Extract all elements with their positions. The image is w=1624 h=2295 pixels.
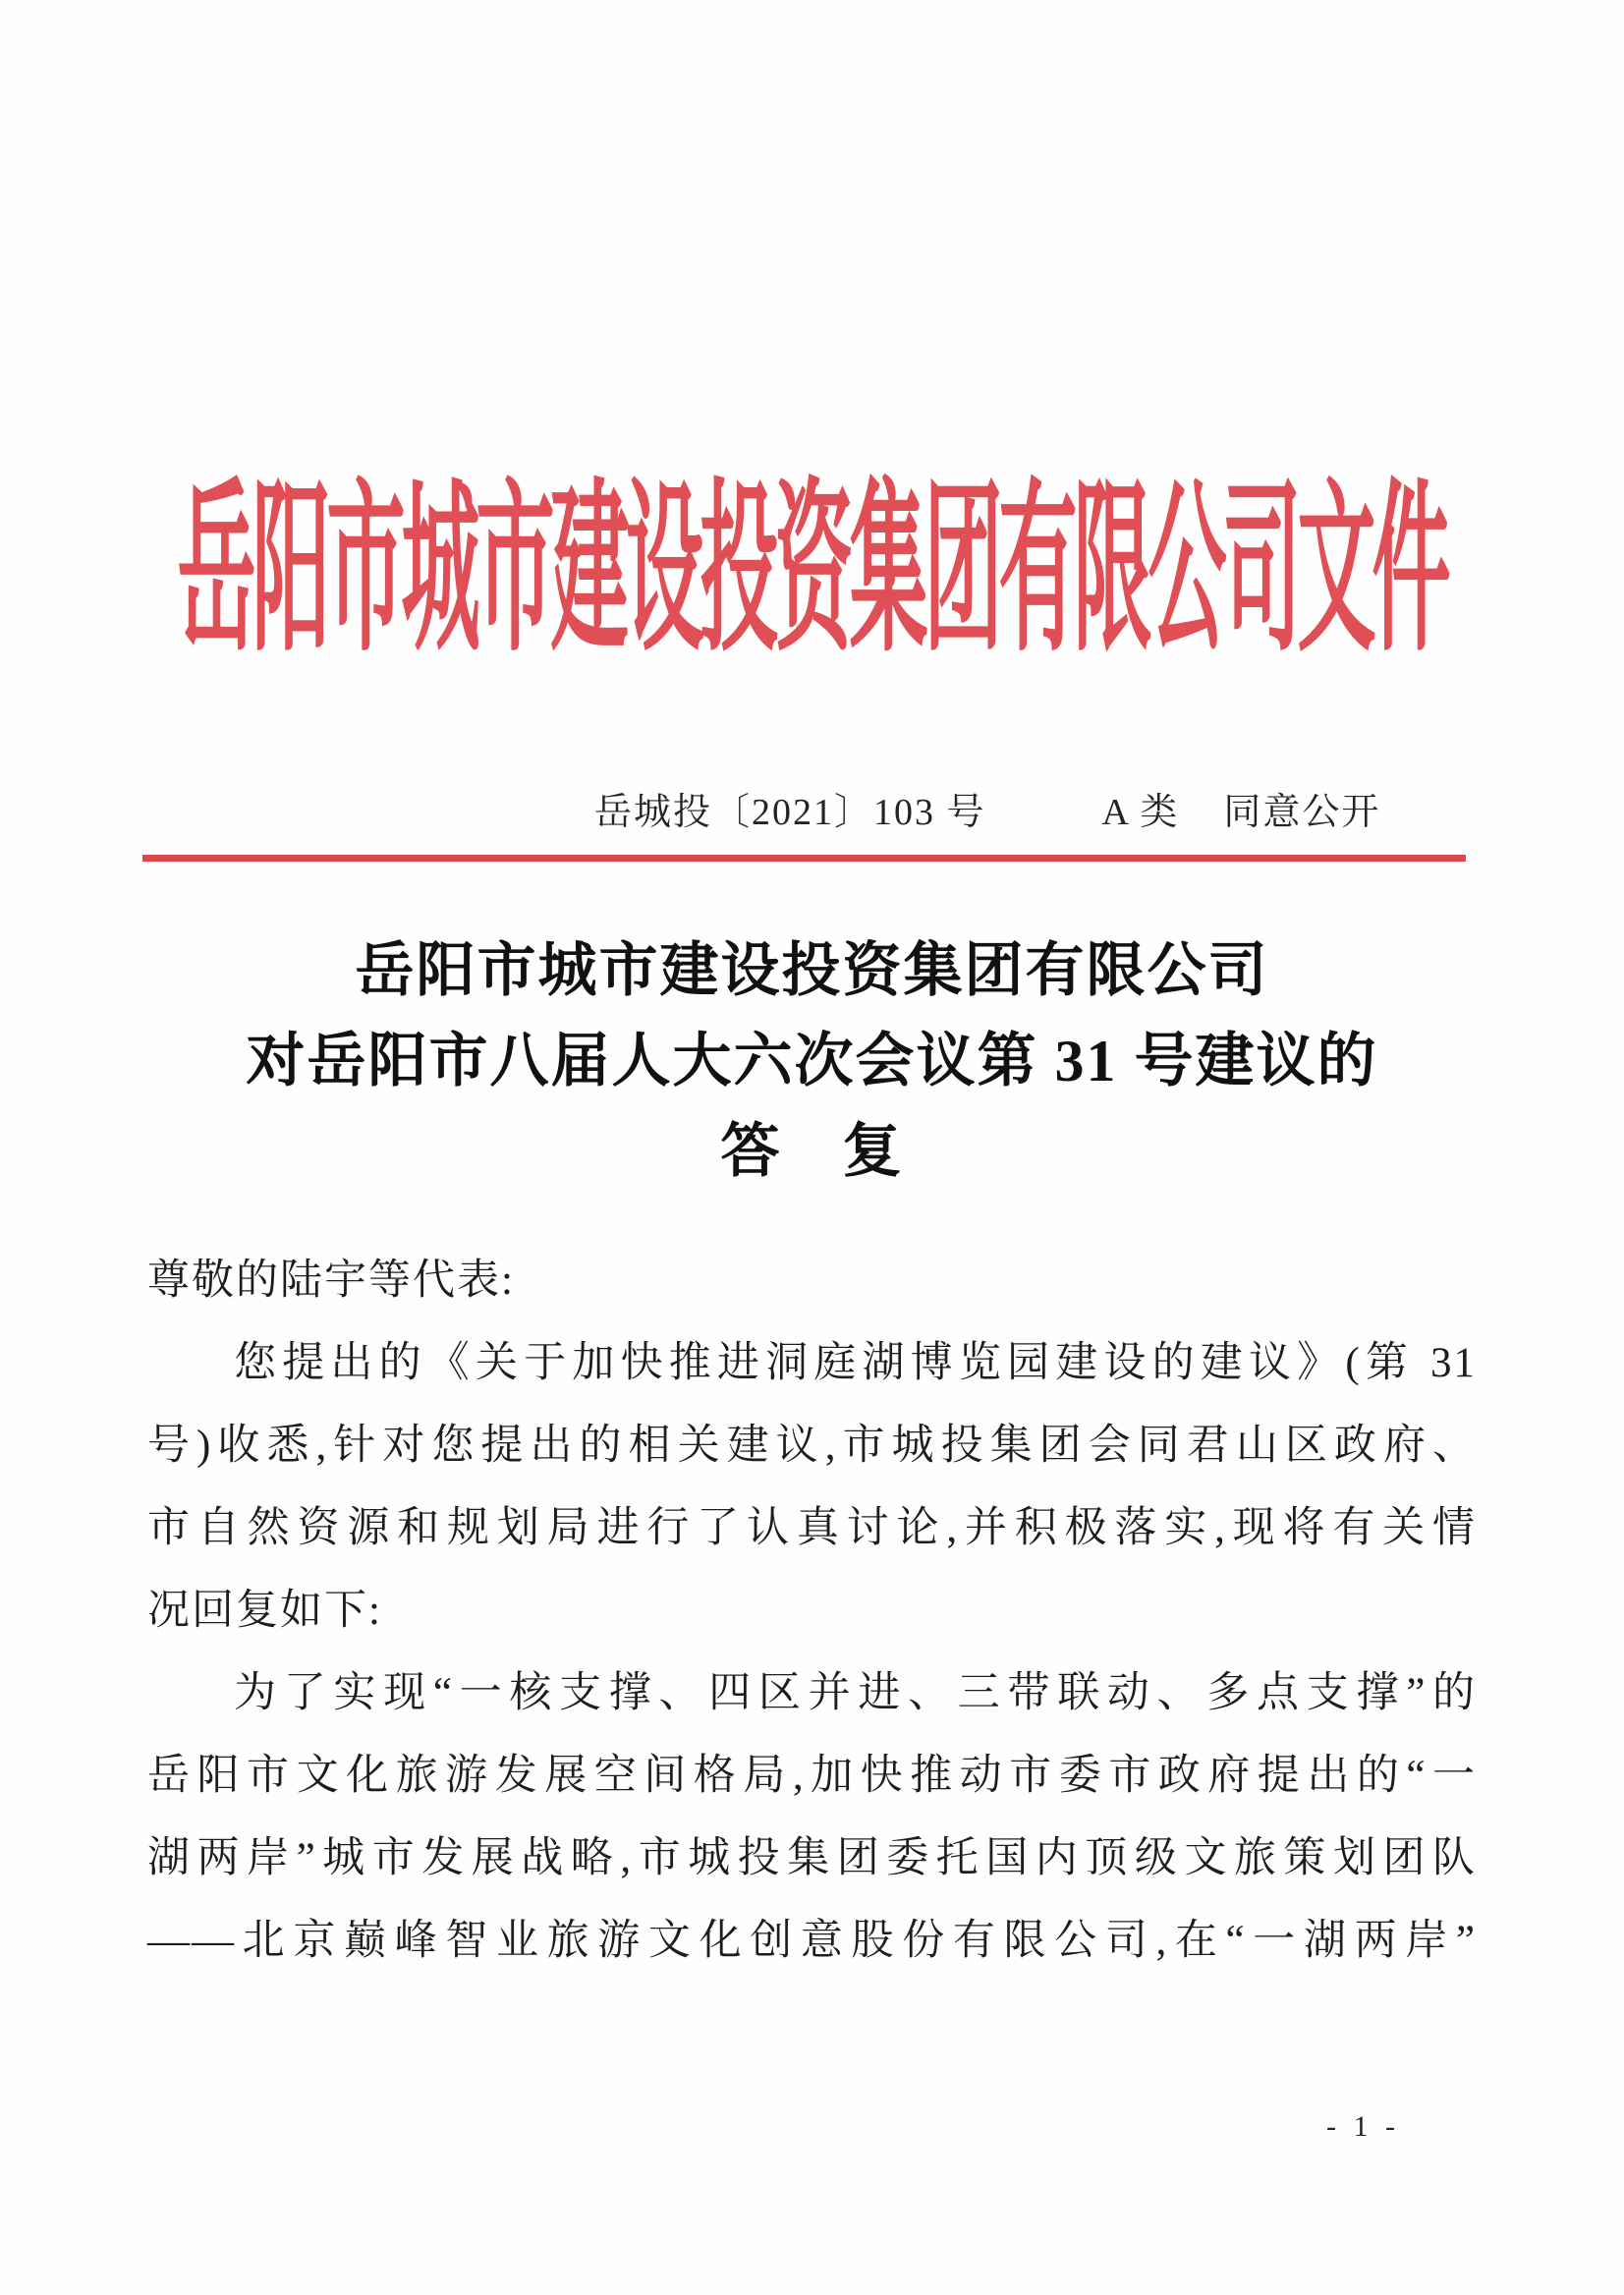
body-text-line: 况回复如下:	[147, 1588, 382, 1634]
document-title-line: 对岳阳市八届人大六次会议第 31 号建议的	[246, 1029, 1378, 1093]
document-body	[147, 1240, 1477, 1983]
document-title	[0, 925, 1624, 1197]
body-text-line: 为了实现“一核支撑、四区并进、三带联动、多点支撑”的	[234, 1670, 1477, 1716]
document-title-line: 岳阳市城市建设投资集团有限公司	[355, 938, 1269, 1003]
document-publicity-label: 同意公开	[1223, 792, 1381, 833]
salutation: 尊敬的陆宇等代表:	[147, 1258, 515, 1304]
red-divider-line	[142, 855, 1466, 862]
page-number: - 1 -	[1326, 2110, 1400, 2143]
document-title-line: 答 复	[720, 1119, 904, 1184]
body-text-line: 湖两岸”城市发展战略,市城投集团委托国内顶级文旅策划团队	[147, 1835, 1477, 1881]
body-text-line: 号)收悉,针对您提出的相关建议,市城投集团会同君山区政府、	[147, 1423, 1477, 1469]
body-text-line: 岳阳市文化旅游发展空间格局,加快推动市委市政府提出的“一	[147, 1753, 1477, 1799]
body-text-line: 您提出的《关于加快推进洞庭湖博览园建设的建议》(第 31	[234, 1340, 1477, 1386]
body-text-line: ——北京巅峰智业旅游文化创意股份有限公司,在“一湖两岸”	[147, 1918, 1477, 1964]
letterhead-title: 岳阳市城市建设投资集团有限公司文件	[177, 471, 1447, 675]
body-paragraph-lines	[147, 1322, 1477, 1983]
document-category: A 类	[1101, 792, 1180, 833]
body-text-line: 市自然资源和规划局进行了认真讨论,并积极落实,现将有关情	[147, 1505, 1477, 1551]
document-number: 岳城投〔2021〕103 号	[594, 792, 986, 833]
document-meta-row	[147, 781, 1477, 835]
